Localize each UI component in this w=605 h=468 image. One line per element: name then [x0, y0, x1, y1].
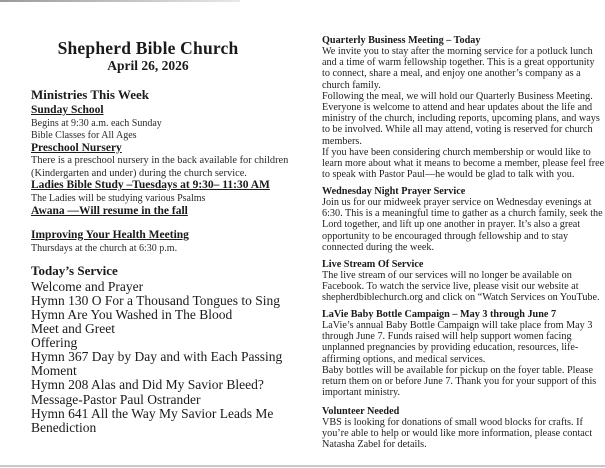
announcement-paragraph: VBS is looking for donations of small wood blocks for crafts. If you’re able to help or would like more information, please contact Natasha Zabel for details.: [322, 417, 593, 451]
service-item: Hymn 208 Alas and Did My Savior Bleed?: [31, 377, 264, 392]
sunday-school-line: Begins at 9:30 a.m. each Sunday: [31, 118, 162, 129]
announcement-paragraph: Following the meal, we will hold our Quarterly Business Meeting. Everyone is welcome to attend and hear updates about the life and ministry of the church, including reports, upcoming plans, and ways to be involved. While all may attend, voting is reserved for church members.: [322, 90, 600, 147]
preschool-line: There is a preschool nursery in the back available for children: [31, 155, 289, 166]
service-item: Offering: [31, 335, 78, 350]
awana-title: Awana —Will resume in the fall: [31, 205, 188, 217]
right-column: [322, 0, 605, 468]
announcement-title: Live Stream Of Service: [322, 259, 424, 270]
ministries-heading: Ministries This Week: [31, 87, 149, 102]
announcement-paragraph: Baby bottles will be available for pickup on the foyer table. Please return them on or before June 7. Thank you for your support of this important ministry.: [322, 364, 597, 399]
service-heading: Today’s Service: [31, 263, 118, 278]
announcement-title: Volunteer Needed: [322, 406, 400, 417]
bulletin-date: April 26, 2026: [107, 58, 189, 73]
preschool-line: (Kindergarten and under) during the church service.: [31, 168, 247, 179]
service-item: Moment: [31, 363, 77, 378]
service-item: Hymn 367 Day by Day and with Each Passing: [31, 349, 283, 364]
announcement-paragraph: LaVie’s annual Baby Bottle Campaign will take place from May 3 through June 7. Funds raised will help support women facing unplanned pregnancies by providing education, resources, life-affirming options, and medical services.: [322, 320, 593, 365]
health-meeting-title: Improving Your Health Meeting: [31, 229, 189, 241]
ladies-study-title: Ladies Bible Study –Tuesdays at 9:30– 11:30 AM: [31, 179, 270, 191]
service-item: Welcome and Prayer: [31, 279, 144, 294]
announcement-paragraph: The live stream of our services will no longer be available on Facebook. To watch the service live, please visit our website at shepherdbiblechurch.org and click on “Watch Services on YouTube.: [322, 270, 600, 304]
service-item: Meet and Greet: [31, 321, 115, 336]
preschool-title: Preschool Nursery: [31, 142, 122, 154]
announcement-paragraph: If you have been considering church membership or would like to learn more about what it means to become a member, please feel free to speak with Pastor Paul—he would be glad to talk with you.: [322, 146, 605, 181]
announcement-volunteer: [322, 406, 605, 451]
ladies-study-line: The Ladies will be studying various Psalms: [31, 193, 206, 204]
announcement-paragraph: Join us for our midweek prayer service on Wednesday evenings at 6:30. This is a meaningful time to gather as a church family, seek the Lord together, and lift up one another in prayer. It’s also a great opportunity to be encouraged through fellowship and to stay connected during the week.: [322, 197, 603, 253]
left-column: [0, 0, 300, 468]
sunday-school-line: Bible Classes for All Ages: [31, 130, 137, 141]
service-item: Benediction: [31, 420, 97, 435]
announcement-title: Wednesday Night Prayer Service: [322, 186, 466, 197]
church-name: Shepherd Bible Church: [57, 38, 239, 58]
health-meeting-line: Thursdays at the church at 6:30 p.m.: [31, 243, 178, 254]
announcement-prayer-service: [322, 186, 605, 253]
scan-bottom-edge: [0, 465, 605, 467]
announcement-paragraph: We invite you to stay after the morning service for a potluck lunch and a time of warm fellowship together. This is a great opportunity to connect, share a meal, and enjoy one another’s company as a church family.: [322, 46, 595, 91]
announcement-business-meeting: [322, 35, 605, 180]
service-item: Hymn Are You Washed in The Blood: [31, 307, 233, 322]
announcement-baby-bottle: [322, 309, 605, 398]
service-item: Hymn 641 All the Way My Savior Leads Me: [31, 406, 274, 421]
announcement-title: LaVie Baby Bottle Campaign – May 3 through June 7: [322, 309, 557, 320]
service-item: Hymn 130 O For a Thousand Tongues to Sing: [31, 293, 281, 308]
service-item: Message-Pastor Paul Ostrander: [31, 392, 201, 407]
announcement-title: Quarterly Business Meeting – Today: [322, 35, 481, 46]
sunday-school-title: Sunday School: [31, 104, 104, 116]
announcement-live-stream: [322, 259, 605, 304]
